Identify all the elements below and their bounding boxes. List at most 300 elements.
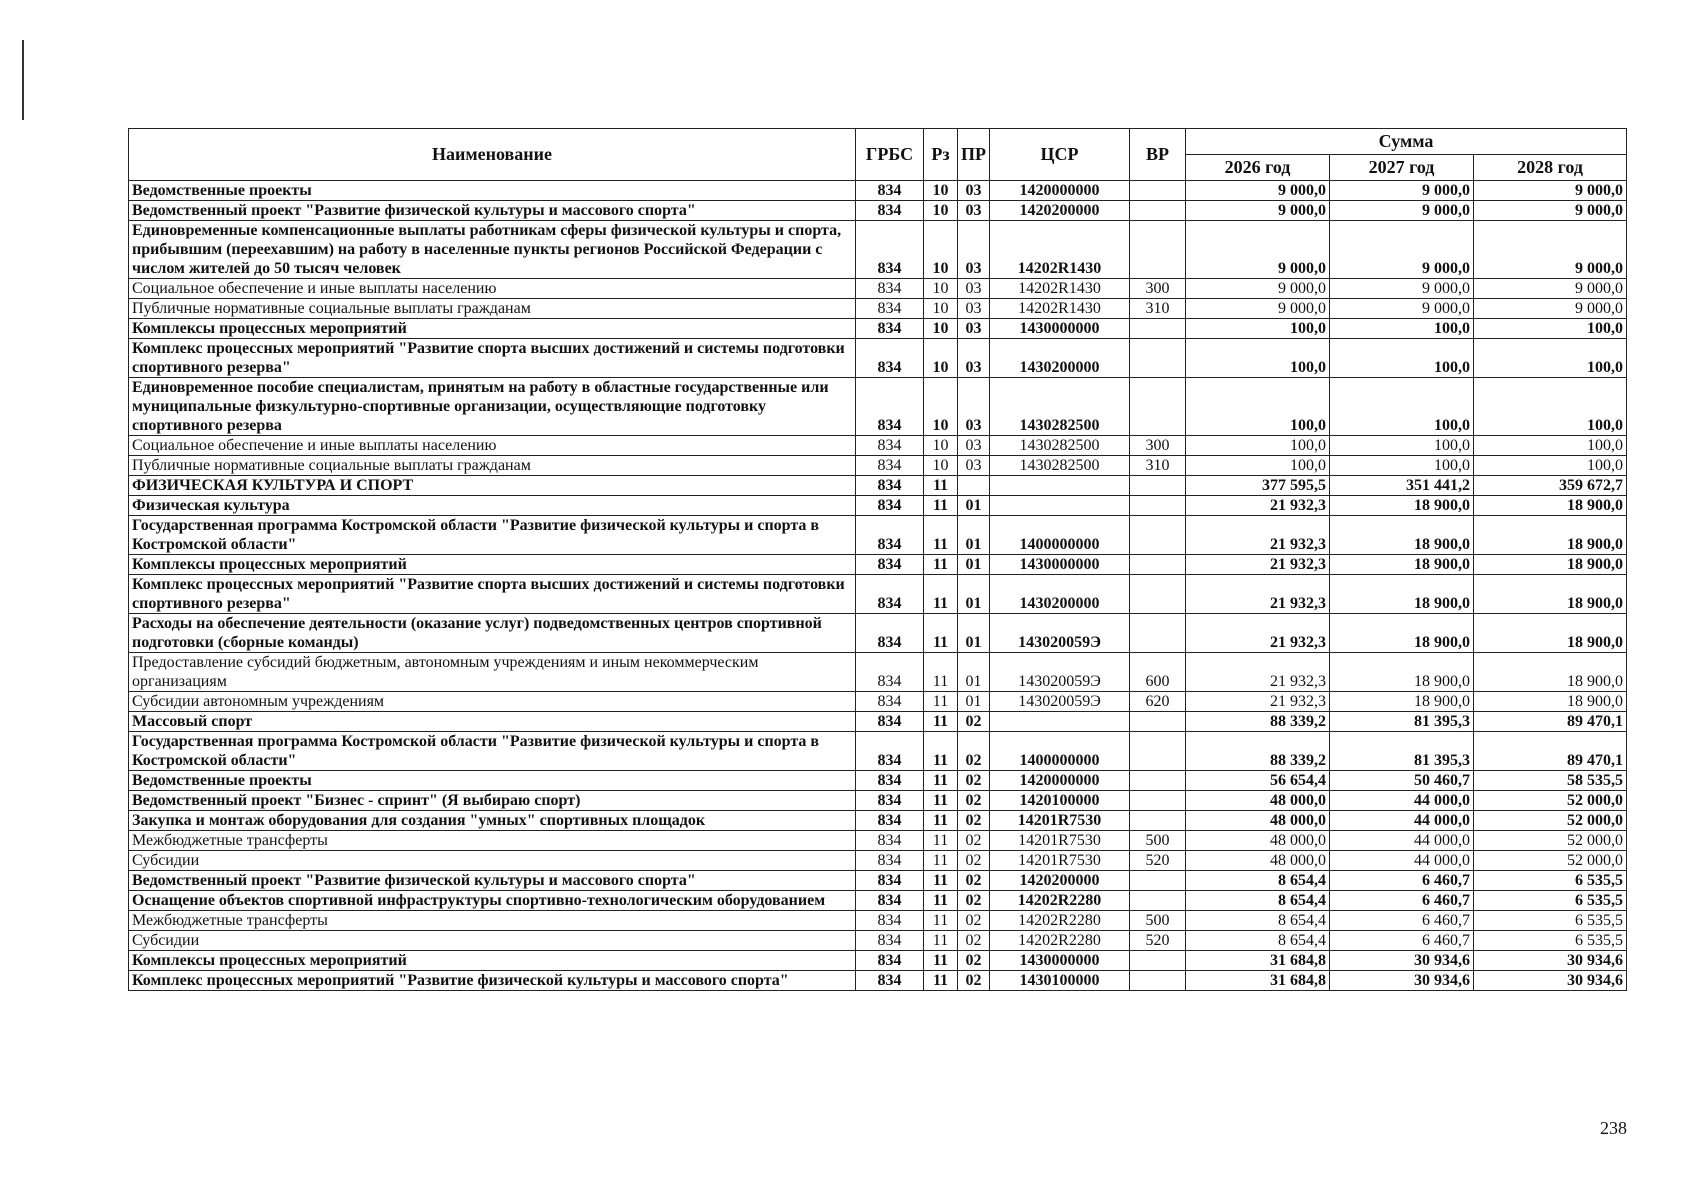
cell-name: Предоставление субсидий бюджетным, автономным учреждениям и иным некоммерческим организациям xyxy=(129,653,856,692)
cell-2027: 100,0 xyxy=(1330,436,1474,456)
cell-2028: 9 000,0 xyxy=(1474,299,1627,319)
cell-rz: 11 xyxy=(924,871,958,891)
cell-2028: 58 535,5 xyxy=(1474,771,1627,791)
cell-pr: 01 xyxy=(958,614,990,653)
cell-grbs: 834 xyxy=(856,732,924,771)
cell-2028: 6 535,5 xyxy=(1474,931,1627,951)
cell-2027: 6 460,7 xyxy=(1330,891,1474,911)
cell-vr: 300 xyxy=(1130,436,1186,456)
margin-line xyxy=(22,40,24,120)
cell-2027: 9 000,0 xyxy=(1330,221,1474,279)
cell-name: Ведомственный проект "Бизнес - спринт" (Я выбираю спорт) xyxy=(129,791,856,811)
cell-2028: 9 000,0 xyxy=(1474,181,1627,201)
cell-pr: 02 xyxy=(958,791,990,811)
cell-2028: 52 000,0 xyxy=(1474,811,1627,831)
cell-pr: 03 xyxy=(958,201,990,221)
cell-grbs: 834 xyxy=(856,653,924,692)
cell-2028: 359 672,7 xyxy=(1474,476,1627,496)
cell-2028: 18 900,0 xyxy=(1474,555,1627,575)
cell-2028: 18 900,0 xyxy=(1474,614,1627,653)
cell-grbs: 834 xyxy=(856,555,924,575)
table-row xyxy=(129,931,1627,951)
cell-rz: 11 xyxy=(924,971,958,991)
cell-csr: 1400000000 xyxy=(990,732,1130,771)
header-year-2028: 2028 год xyxy=(1474,155,1627,181)
cell-pr: 03 xyxy=(958,299,990,319)
cell-2028: 89 470,1 xyxy=(1474,712,1627,732)
cell-csr: 14202R2280 xyxy=(990,891,1130,911)
table-row xyxy=(129,436,1627,456)
cell-2027: 6 460,7 xyxy=(1330,911,1474,931)
cell-pr: 02 xyxy=(958,891,990,911)
cell-2027: 50 460,7 xyxy=(1330,771,1474,791)
cell-grbs: 834 xyxy=(856,496,924,516)
cell-2027: 6 460,7 xyxy=(1330,931,1474,951)
cell-2028: 6 535,5 xyxy=(1474,891,1627,911)
cell-grbs: 834 xyxy=(856,201,924,221)
cell-rz: 11 xyxy=(924,732,958,771)
cell-vr xyxy=(1130,891,1186,911)
cell-name: Межбюджетные трансферты xyxy=(129,831,856,851)
table-row xyxy=(129,319,1627,339)
cell-grbs: 834 xyxy=(856,712,924,732)
header-sum: Сумма xyxy=(1186,129,1627,155)
cell-2027: 18 900,0 xyxy=(1330,575,1474,614)
cell-pr: 01 xyxy=(958,692,990,712)
header-vr: ВР xyxy=(1130,129,1186,181)
cell-grbs: 834 xyxy=(856,279,924,299)
table-row xyxy=(129,831,1627,851)
cell-csr xyxy=(990,496,1130,516)
cell-vr: 600 xyxy=(1130,653,1186,692)
cell-pr: 02 xyxy=(958,732,990,771)
cell-rz: 11 xyxy=(924,951,958,971)
cell-vr xyxy=(1130,319,1186,339)
table-row xyxy=(129,516,1627,555)
cell-grbs: 834 xyxy=(856,911,924,931)
cell-2026: 48 000,0 xyxy=(1186,791,1330,811)
table-row xyxy=(129,771,1627,791)
cell-2028: 100,0 xyxy=(1474,456,1627,476)
cell-2026: 88 339,2 xyxy=(1186,732,1330,771)
table-row xyxy=(129,378,1627,436)
cell-2026: 9 000,0 xyxy=(1186,221,1330,279)
cell-2026: 8 654,4 xyxy=(1186,931,1330,951)
cell-2027: 18 900,0 xyxy=(1330,653,1474,692)
cell-name: Социальное обеспечение и иные выплаты населению xyxy=(129,436,856,456)
cell-2026: 9 000,0 xyxy=(1186,299,1330,319)
header-pr: ПР xyxy=(958,129,990,181)
cell-vr xyxy=(1130,614,1186,653)
cell-2026: 100,0 xyxy=(1186,339,1330,378)
cell-2026: 100,0 xyxy=(1186,456,1330,476)
cell-2026: 377 595,5 xyxy=(1186,476,1330,496)
cell-2027: 9 000,0 xyxy=(1330,299,1474,319)
table-row xyxy=(129,971,1627,991)
cell-vr: 520 xyxy=(1130,931,1186,951)
cell-2027: 100,0 xyxy=(1330,319,1474,339)
cell-pr: 02 xyxy=(958,931,990,951)
cell-grbs: 834 xyxy=(856,516,924,555)
cell-2026: 21 932,3 xyxy=(1186,575,1330,614)
cell-pr: 02 xyxy=(958,851,990,871)
cell-pr: 03 xyxy=(958,221,990,279)
cell-2026: 21 932,3 xyxy=(1186,692,1330,712)
cell-2027: 30 934,6 xyxy=(1330,951,1474,971)
table-row xyxy=(129,871,1627,891)
cell-pr: 03 xyxy=(958,181,990,201)
cell-vr xyxy=(1130,732,1186,771)
cell-grbs: 834 xyxy=(856,378,924,436)
cell-rz: 10 xyxy=(924,456,958,476)
page-number: 238 xyxy=(1600,1118,1627,1138)
cell-pr: 02 xyxy=(958,771,990,791)
cell-2026: 48 000,0 xyxy=(1186,851,1330,871)
cell-pr: 01 xyxy=(958,496,990,516)
cell-rz: 10 xyxy=(924,319,958,339)
cell-2028: 18 900,0 xyxy=(1474,516,1627,555)
cell-rz: 11 xyxy=(924,851,958,871)
cell-vr: 500 xyxy=(1130,831,1186,851)
cell-pr: 03 xyxy=(958,378,990,436)
cell-csr: 14201R7530 xyxy=(990,811,1130,831)
cell-2026: 9 000,0 xyxy=(1186,201,1330,221)
cell-vr xyxy=(1130,555,1186,575)
cell-vr xyxy=(1130,496,1186,516)
cell-csr: 14202R2280 xyxy=(990,911,1130,931)
cell-2027: 44 000,0 xyxy=(1330,811,1474,831)
cell-rz: 11 xyxy=(924,653,958,692)
cell-csr: 1430100000 xyxy=(990,971,1130,991)
cell-2026: 21 932,3 xyxy=(1186,496,1330,516)
header-name: Наименование xyxy=(129,129,856,181)
table-row xyxy=(129,575,1627,614)
cell-grbs: 834 xyxy=(856,319,924,339)
cell-rz: 10 xyxy=(924,279,958,299)
cell-2027: 44 000,0 xyxy=(1330,791,1474,811)
cell-name: Субсидии автономным учреждениям xyxy=(129,692,856,712)
cell-vr xyxy=(1130,771,1186,791)
cell-rz: 11 xyxy=(924,791,958,811)
cell-csr: 143020059Э xyxy=(990,614,1130,653)
cell-2027: 100,0 xyxy=(1330,378,1474,436)
cell-rz: 11 xyxy=(924,712,958,732)
cell-2028: 30 934,6 xyxy=(1474,971,1627,991)
cell-csr: 143020059Э xyxy=(990,692,1130,712)
cell-rz: 11 xyxy=(924,911,958,931)
cell-2027: 18 900,0 xyxy=(1330,555,1474,575)
cell-2027: 100,0 xyxy=(1330,456,1474,476)
table-row xyxy=(129,496,1627,516)
cell-2026: 21 932,3 xyxy=(1186,555,1330,575)
cell-2026: 100,0 xyxy=(1186,436,1330,456)
cell-2026: 21 932,3 xyxy=(1186,653,1330,692)
cell-2028: 18 900,0 xyxy=(1474,692,1627,712)
cell-vr xyxy=(1130,201,1186,221)
cell-rz: 11 xyxy=(924,476,958,496)
cell-name: Публичные нормативные социальные выплаты гражданам xyxy=(129,456,856,476)
table-row xyxy=(129,555,1627,575)
cell-name: Единовременное пособие специалистам, принятым на работу в областные государственные или муниципальные физкультурно-спортивные организации, осуществляющие подготовку спортивного резерва xyxy=(129,378,856,436)
cell-rz: 11 xyxy=(924,771,958,791)
cell-2028: 52 000,0 xyxy=(1474,851,1627,871)
cell-2026: 48 000,0 xyxy=(1186,831,1330,851)
cell-csr: 1420000000 xyxy=(990,771,1130,791)
cell-2028: 18 900,0 xyxy=(1474,496,1627,516)
table-row xyxy=(129,299,1627,319)
header-rz: Рз xyxy=(924,129,958,181)
cell-vr xyxy=(1130,971,1186,991)
cell-name: Ведомственные проекты xyxy=(129,181,856,201)
cell-rz: 10 xyxy=(924,181,958,201)
cell-grbs: 834 xyxy=(856,971,924,991)
cell-vr xyxy=(1130,339,1186,378)
cell-csr: 1430000000 xyxy=(990,951,1130,971)
cell-grbs: 834 xyxy=(856,811,924,831)
cell-vr xyxy=(1130,575,1186,614)
cell-csr: 1420100000 xyxy=(990,791,1130,811)
cell-csr: 1400000000 xyxy=(990,516,1130,555)
table-row xyxy=(129,692,1627,712)
cell-pr: 01 xyxy=(958,575,990,614)
cell-name: Субсидии xyxy=(129,931,856,951)
cell-2028: 52 000,0 xyxy=(1474,831,1627,851)
cell-vr xyxy=(1130,791,1186,811)
cell-2027: 6 460,7 xyxy=(1330,871,1474,891)
cell-2028: 30 934,6 xyxy=(1474,951,1627,971)
table-row xyxy=(129,456,1627,476)
cell-csr: 14201R7530 xyxy=(990,851,1130,871)
cell-name: Ведомственный проект "Развитие физической культуры и массового спорта" xyxy=(129,871,856,891)
cell-2026: 31 684,8 xyxy=(1186,971,1330,991)
cell-name: Социальное обеспечение и иные выплаты населению xyxy=(129,279,856,299)
cell-rz: 11 xyxy=(924,811,958,831)
cell-name: Закупка и монтаж оборудования для создания "умных" спортивных площадок xyxy=(129,811,856,831)
cell-pr: 01 xyxy=(958,653,990,692)
table-row xyxy=(129,732,1627,771)
cell-vr: 310 xyxy=(1130,299,1186,319)
cell-2026: 9 000,0 xyxy=(1186,181,1330,201)
cell-grbs: 834 xyxy=(856,476,924,496)
cell-pr xyxy=(958,476,990,496)
table-row xyxy=(129,811,1627,831)
cell-name: Физическая культура xyxy=(129,496,856,516)
table-row xyxy=(129,201,1627,221)
cell-name: Расходы на обеспечение деятельности (оказание услуг) подведомственных центров спортивной подготовки (сборные команды) xyxy=(129,614,856,653)
cell-rz: 11 xyxy=(924,575,958,614)
cell-vr xyxy=(1130,221,1186,279)
cell-2028: 100,0 xyxy=(1474,436,1627,456)
cell-2027: 9 000,0 xyxy=(1330,181,1474,201)
cell-grbs: 834 xyxy=(856,299,924,319)
cell-grbs: 834 xyxy=(856,575,924,614)
cell-2027: 18 900,0 xyxy=(1330,516,1474,555)
cell-csr: 1430200000 xyxy=(990,575,1130,614)
cell-rz: 11 xyxy=(924,496,958,516)
cell-name: Субсидии xyxy=(129,851,856,871)
cell-grbs: 834 xyxy=(856,771,924,791)
cell-rz: 10 xyxy=(924,436,958,456)
table-row xyxy=(129,339,1627,378)
cell-rz: 11 xyxy=(924,831,958,851)
cell-pr: 01 xyxy=(958,555,990,575)
cell-rz: 10 xyxy=(924,201,958,221)
cell-2026: 56 654,4 xyxy=(1186,771,1330,791)
cell-pr: 02 xyxy=(958,811,990,831)
cell-name: Комплексы процессных мероприятий xyxy=(129,555,856,575)
cell-grbs: 834 xyxy=(856,692,924,712)
cell-grbs: 834 xyxy=(856,951,924,971)
cell-2027: 18 900,0 xyxy=(1330,614,1474,653)
cell-name: Межбюджетные трансферты xyxy=(129,911,856,931)
cell-vr: 500 xyxy=(1130,911,1186,931)
cell-2026: 21 932,3 xyxy=(1186,516,1330,555)
cell-grbs: 834 xyxy=(856,851,924,871)
cell-vr: 620 xyxy=(1130,692,1186,712)
cell-vr xyxy=(1130,516,1186,555)
cell-rz: 11 xyxy=(924,555,958,575)
cell-csr: 1420200000 xyxy=(990,871,1130,891)
cell-name: Государственная программа Костромской области "Развитие физической культуры и спорта в Костромской области" xyxy=(129,732,856,771)
cell-2028: 9 000,0 xyxy=(1474,279,1627,299)
cell-pr: 02 xyxy=(958,911,990,931)
cell-name: Ведомственный проект "Развитие физической культуры и массового спорта" xyxy=(129,201,856,221)
cell-2027: 81 395,3 xyxy=(1330,732,1474,771)
cell-pr: 02 xyxy=(958,951,990,971)
cell-grbs: 834 xyxy=(856,436,924,456)
cell-pr: 02 xyxy=(958,831,990,851)
cell-2028: 9 000,0 xyxy=(1474,221,1627,279)
cell-name: Комплексы процессных мероприятий xyxy=(129,319,856,339)
cell-name: Ведомственные проекты xyxy=(129,771,856,791)
cell-pr: 03 xyxy=(958,319,990,339)
table-row xyxy=(129,614,1627,653)
cell-pr: 03 xyxy=(958,279,990,299)
cell-name: Комплекс процессных мероприятий "Развитие спорта высших достижений и системы подготовки спортивного резерва" xyxy=(129,575,856,614)
cell-csr: 1430282500 xyxy=(990,378,1130,436)
cell-rz: 11 xyxy=(924,931,958,951)
cell-2028: 18 900,0 xyxy=(1474,653,1627,692)
cell-2026: 88 339,2 xyxy=(1186,712,1330,732)
table-row xyxy=(129,653,1627,692)
cell-grbs: 834 xyxy=(856,181,924,201)
cell-2026: 9 000,0 xyxy=(1186,279,1330,299)
cell-pr: 02 xyxy=(958,871,990,891)
cell-2026: 21 932,3 xyxy=(1186,614,1330,653)
cell-csr xyxy=(990,476,1130,496)
cell-2027: 9 000,0 xyxy=(1330,279,1474,299)
table-row xyxy=(129,851,1627,871)
cell-2026: 8 654,4 xyxy=(1186,871,1330,891)
cell-csr: 1430000000 xyxy=(990,319,1130,339)
cell-name: ФИЗИЧЕСКАЯ КУЛЬТУРА И СПОРТ xyxy=(129,476,856,496)
cell-2026: 8 654,4 xyxy=(1186,891,1330,911)
cell-vr xyxy=(1130,378,1186,436)
cell-2027: 30 934,6 xyxy=(1330,971,1474,991)
cell-2028: 9 000,0 xyxy=(1474,201,1627,221)
cell-vr: 300 xyxy=(1130,279,1186,299)
cell-name: Комплекс процессных мероприятий "Развитие спорта высших достижений и системы подготовки спортивного резерва" xyxy=(129,339,856,378)
cell-2028: 100,0 xyxy=(1474,339,1627,378)
table-row xyxy=(129,712,1627,732)
cell-csr: 14202R1430 xyxy=(990,299,1130,319)
cell-vr xyxy=(1130,476,1186,496)
cell-rz: 11 xyxy=(924,516,958,555)
table-body xyxy=(129,181,1627,991)
header-grbs: ГРБС xyxy=(856,129,924,181)
cell-csr: 1430000000 xyxy=(990,555,1130,575)
cell-rz: 10 xyxy=(924,299,958,319)
cell-csr: 14202R1430 xyxy=(990,279,1130,299)
table-row xyxy=(129,951,1627,971)
cell-vr xyxy=(1130,712,1186,732)
table-row xyxy=(129,476,1627,496)
cell-name: Единовременные компенсационные выплаты работникам сферы физической культуры и спорта, прибывшим (переехавшим) на работу в населенные пункты регионов Российской Федерации с числом жителей до 50 тысяч человек xyxy=(129,221,856,279)
table-row xyxy=(129,791,1627,811)
cell-2028: 6 535,5 xyxy=(1474,871,1627,891)
cell-grbs: 834 xyxy=(856,791,924,811)
cell-grbs: 834 xyxy=(856,614,924,653)
header-csr: ЦСР xyxy=(990,129,1130,181)
cell-2027: 44 000,0 xyxy=(1330,851,1474,871)
cell-2027: 81 395,3 xyxy=(1330,712,1474,732)
cell-name: Оснащение объектов спортивной инфраструктуры спортивно-технологическим оборудованием xyxy=(129,891,856,911)
cell-name: Государственная программа Костромской области "Развитие физической культуры и спорта в Костромской области" xyxy=(129,516,856,555)
cell-2028: 6 535,5 xyxy=(1474,911,1627,931)
cell-grbs: 834 xyxy=(856,831,924,851)
cell-csr xyxy=(990,712,1130,732)
cell-2027: 9 000,0 xyxy=(1330,201,1474,221)
cell-grbs: 834 xyxy=(856,931,924,951)
cell-name: Комплекс процессных мероприятий "Развитие физической культуры и массового спорта" xyxy=(129,971,856,991)
cell-2027: 44 000,0 xyxy=(1330,831,1474,851)
cell-pr: 01 xyxy=(958,516,990,555)
cell-rz: 11 xyxy=(924,614,958,653)
cell-vr xyxy=(1130,181,1186,201)
cell-2028: 89 470,1 xyxy=(1474,732,1627,771)
cell-grbs: 834 xyxy=(856,456,924,476)
cell-pr: 03 xyxy=(958,339,990,378)
cell-rz: 11 xyxy=(924,692,958,712)
cell-rz: 11 xyxy=(924,891,958,911)
table-row xyxy=(129,181,1627,201)
cell-2026: 100,0 xyxy=(1186,378,1330,436)
table-row xyxy=(129,221,1627,279)
cell-grbs: 834 xyxy=(856,871,924,891)
budget-table xyxy=(128,128,1627,991)
cell-grbs: 834 xyxy=(856,339,924,378)
cell-vr xyxy=(1130,951,1186,971)
cell-pr: 03 xyxy=(958,456,990,476)
cell-csr: 1430200000 xyxy=(990,339,1130,378)
cell-csr: 14202R1430 xyxy=(990,221,1130,279)
cell-pr: 02 xyxy=(958,712,990,732)
cell-2026: 31 684,8 xyxy=(1186,951,1330,971)
cell-2028: 100,0 xyxy=(1474,319,1627,339)
cell-2027: 18 900,0 xyxy=(1330,692,1474,712)
cell-vr: 520 xyxy=(1130,851,1186,871)
cell-name: Публичные нормативные социальные выплаты гражданам xyxy=(129,299,856,319)
cell-rz: 10 xyxy=(924,378,958,436)
cell-csr: 14201R7530 xyxy=(990,831,1130,851)
cell-pr: 03 xyxy=(958,436,990,456)
cell-pr: 02 xyxy=(958,971,990,991)
cell-csr: 1430282500 xyxy=(990,436,1130,456)
table-row xyxy=(129,911,1627,931)
cell-2026: 8 654,4 xyxy=(1186,911,1330,931)
cell-2028: 100,0 xyxy=(1474,378,1627,436)
cell-rz: 10 xyxy=(924,221,958,279)
